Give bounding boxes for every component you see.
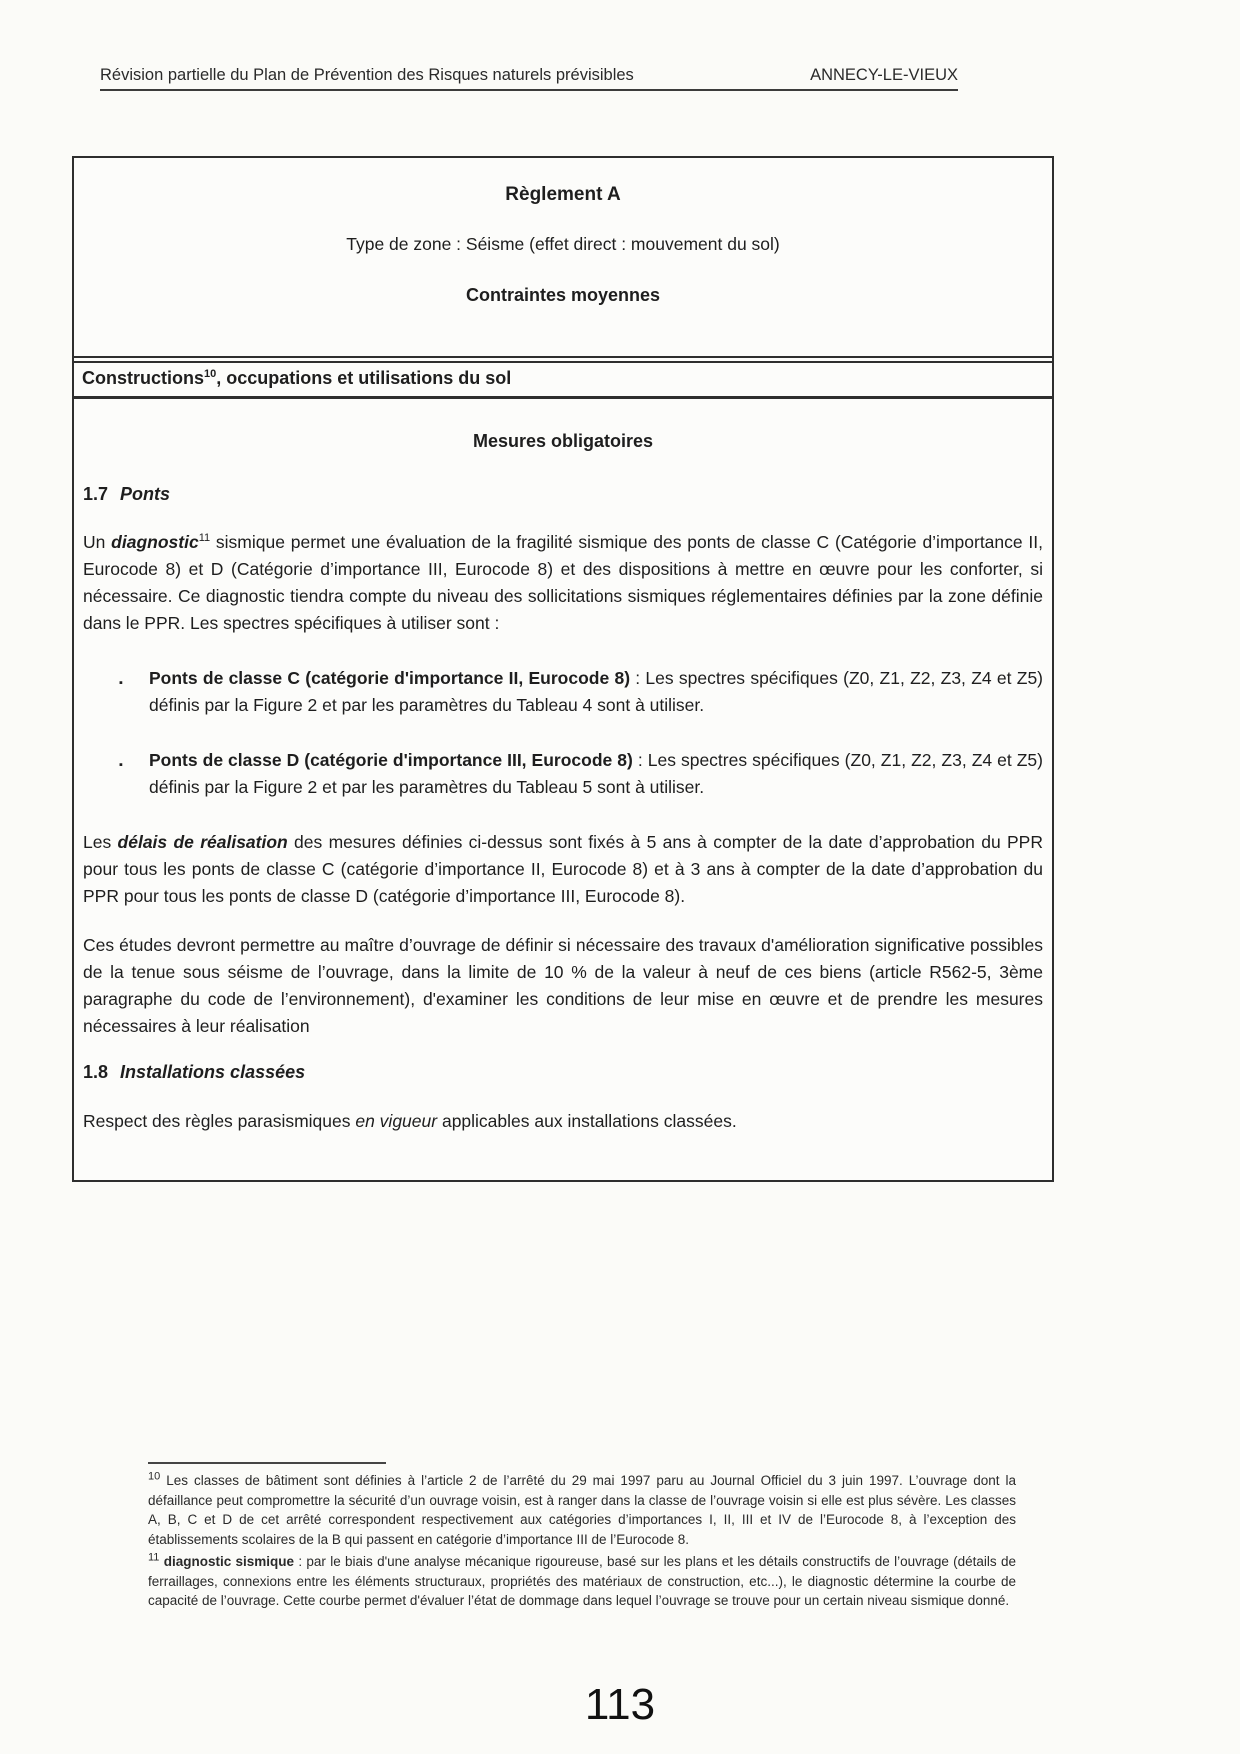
measures-title: Mesures obligatoires bbox=[472, 431, 654, 451]
page-header bbox=[100, 66, 958, 91]
bullet-ponts-classe-d bbox=[83, 747, 1043, 801]
footnote-10 bbox=[148, 1471, 1016, 1549]
constructions-label-rest: , occupations et utilisations du sol bbox=[216, 368, 512, 388]
reglement-box-header bbox=[74, 158, 1052, 358]
paragraph-text: Les bbox=[83, 832, 118, 852]
footnote-text: Les classes de bâtiment sont définies à l’article 2 de l’arrêté du 29 mai 1997 paru au Journal Officiel du 3 juin 1997. L’ouvrage dont la défaillance peut compromettre la sécurité d’un ouvrage voisin, est à ranger dans la classe de l’ouvrage voisin si elle est plus sévère. Les classes A, B, C et D de cet arrêté correspondent respectivement aux catégories d’importances I, II, III et IV de l’Eurocode 8, à l’exception des établissements scolaires de la B qui passent en catégorie d’importance III de l’Eurocode 8. bbox=[148, 1473, 1016, 1547]
footnote-ref-11: 11 bbox=[198, 532, 211, 545]
paragraph-delais bbox=[83, 829, 1043, 910]
delais-term: délais de réalisation bbox=[117, 832, 288, 852]
bullet-square-icon: ▪ bbox=[119, 759, 123, 771]
footnote-marker: 11 bbox=[148, 1551, 160, 1564]
footnote-11 bbox=[148, 1552, 1016, 1611]
header-commune: ANNECY-LE-VIEUX bbox=[810, 66, 958, 84]
bullet-rest: : Les spectres spécifiques (Z0, Z1, Z2, Z3, Z4 et Z5) définis par la Figure 2 et par les paramètres du Tableau 5 sont à utiliser. bbox=[149, 750, 1043, 797]
bullet-text bbox=[149, 747, 1043, 801]
bullet-bold-lead: Ponts de classe D (catégorie d'importance III, Eurocode 8) bbox=[149, 750, 633, 770]
paragraph-text: applicables aux installations classées. bbox=[437, 1111, 737, 1131]
footnote-bold-term: diagnostic sismique bbox=[163, 1554, 295, 1569]
zone-type-line: Type de zone : Séisme (effet direct : mouvement du sol) bbox=[346, 234, 780, 254]
header-title: Révision partielle du Plan de Prévention des Risques naturels prévisibles bbox=[100, 66, 634, 84]
footnote-marker: 10 bbox=[148, 1470, 161, 1483]
bullet-bold-lead: Ponts de classe C (catégorie d'importance II, Eurocode 8) bbox=[149, 668, 631, 688]
constraints-line: Contraintes moyennes bbox=[465, 285, 661, 305]
constructions-section-bar bbox=[74, 361, 1052, 399]
reglement-box-body bbox=[74, 431, 1052, 1135]
paragraph-text: des mesures définies ci-dessus sont fixés à 5 ans à compter de la date d’approbation du PPR pour tous les ponts de classe C (catégorie d’importance II, Eurocode 8) et à 3 ans à compter de la date d’approbation du PPR pour tous les ponts de classe D (catégorie d’importance III, Eurocode 8). bbox=[83, 832, 1043, 906]
paragraph-etudes: Ces études devront permettre au maître d’ouvrage de définir si nécessaire des travaux d'amélioration significative possibles de la tenue sous séisme de l’ouvrage, dans la limite de 10 % de la valeur à neuf de ces biens (article R562-5, 3ème paragraphe du code de l’environnement), d'examiner les conditions de leur mise en œuvre et de prendre les mesures nécessaires à leur réalisation bbox=[83, 935, 1043, 1036]
paragraph-diagnostic bbox=[83, 529, 1043, 637]
section-1-8-heading bbox=[83, 1062, 1043, 1083]
diagnostic-term: diagnostic bbox=[111, 532, 199, 552]
footnote-ref-10: 10 bbox=[204, 368, 217, 380]
paragraph-text: Respect des règles parasismiques bbox=[83, 1111, 356, 1131]
constructions-label: Constructions bbox=[82, 368, 205, 388]
section-number: 1.8 bbox=[83, 1062, 109, 1082]
bullet-ponts-classe-c bbox=[83, 665, 1043, 719]
section-number: 1.7 bbox=[83, 484, 109, 504]
paragraph-text: Un bbox=[83, 532, 112, 552]
en-vigueur-term: en vigueur bbox=[355, 1111, 438, 1131]
reglement-box bbox=[72, 156, 1054, 1182]
paragraph-text: sismique permet une évaluation de la fragilité sismique des ponts de classe C (Catégorie d’importance II, Eurocode 8) et D (Catégorie d’importance III, Eurocode 8) et des dispositions à mettre en œuvre pour les conforter, si nécessaire. Ce diagnostic tiendra compte du niveau des sollicitations sismiques réglementaires définies par la zone définie dans le PPR. Les spectres spécifiques à utiliser sont : bbox=[83, 532, 1044, 633]
footnote-separator bbox=[148, 1462, 386, 1464]
section-1-7-heading bbox=[83, 484, 1043, 505]
bullet-text bbox=[149, 665, 1043, 719]
bullet-rest: : Les spectres spécifiques (Z0, Z1, Z2, Z3, Z4 et Z5) définis par la Figure 2 et par les paramètres du Tableau 4 sont à utiliser. bbox=[149, 668, 1043, 715]
bullet-square-icon: ▪ bbox=[119, 677, 123, 689]
footnote-text: : par le biais d'une analyse mécanique rigoureuse, basé sur les plans et les détails constructifs de l’ouvrage (détails de ferraillages, connexions entre les éléments structuraux, propriétés des matériaux de construction, etc...), le diagnostic détermine la courbe de capacité de l’ouvrage. Cette courbe permet d'évaluer l’état de dommage dans lequel l’ouvrage se trouve pour un certain niveau sismique donné. bbox=[148, 1554, 1016, 1608]
footnotes-block bbox=[148, 1462, 1016, 1611]
paragraph-respect bbox=[83, 1108, 1043, 1135]
reglement-title: Règlement A bbox=[505, 184, 621, 205]
section-title: Ponts bbox=[120, 484, 171, 504]
section-title: Installations classées bbox=[120, 1062, 306, 1082]
page-number: 113 bbox=[584, 1680, 656, 1729]
